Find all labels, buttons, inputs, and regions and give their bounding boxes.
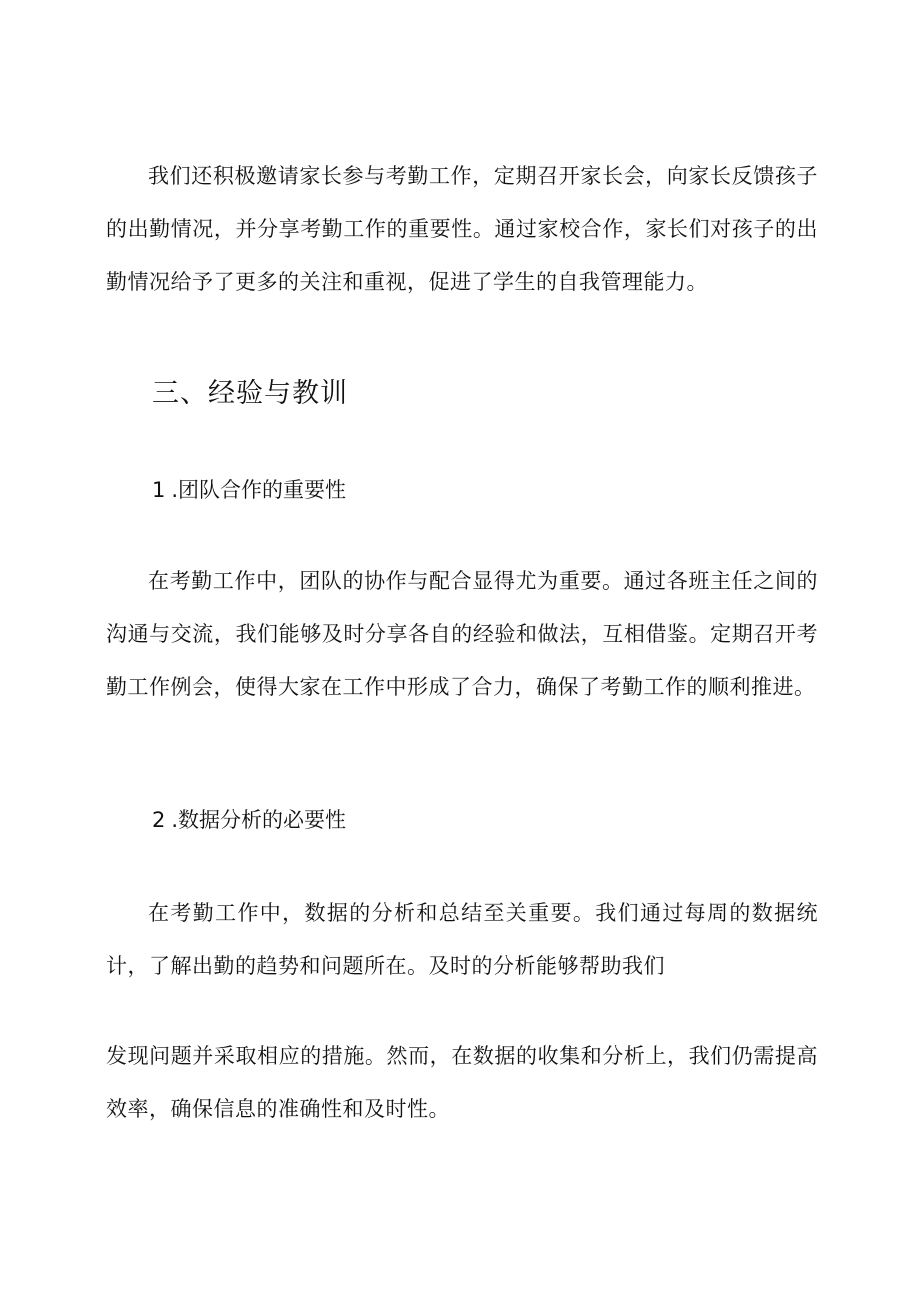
sub-heading-number: 1: [152, 478, 166, 502]
paragraph-teamwork-block: [106, 555, 818, 714]
paragraph-parent-involvement-block: [106, 150, 818, 309]
sub-heading-title: .团队合作的重要性: [171, 478, 347, 502]
paragraph-data-analysis-part2: 发现问题并采取相应的措施。然而，在数据的收集和分析上，我们仍需提高效率，确保信息的准确性和及时性。: [106, 1044, 818, 1121]
paragraph-teamwork: 在考勤工作中，团队的协作与配合显得尤为重要。通过各班主任之间的沟通与交流，我们能够及时分享各自的经验和做法，互相借鉴。定期召开考勤工作例会，使得大家在工作中形成了合力，确保了考勤工作的顺利推进。: [106, 569, 818, 699]
paragraph-data-analysis-part1: 在考勤工作中，数据的分析和总结至关重要。我们通过每周的数据统计，了解出勤的趋势和问题所在。及时的分析能够帮助我们: [106, 901, 818, 978]
sub-heading-number: 2: [152, 808, 166, 832]
sub-heading-teamwork: [152, 474, 346, 506]
sub-heading-title: .数据分析的必要性: [171, 808, 347, 832]
paragraph-parent-involvement: 我们还积极邀请家长参与考勤工作，定期召开家长会，向家长反馈孩子的出勤情况，并分享考勤工作的重要性。通过家校合作，家长们对孩子的出勤情况给予了更多的关注和重视，促进了学生的自我管理能力。: [106, 164, 818, 294]
sub-heading-data-analysis: [152, 804, 346, 836]
section-heading-experience-lessons: 三、经验与教训: [152, 378, 348, 409]
paragraph-data-analysis-block-2: [106, 1030, 818, 1136]
paragraph-data-analysis-block-1: [106, 887, 818, 993]
